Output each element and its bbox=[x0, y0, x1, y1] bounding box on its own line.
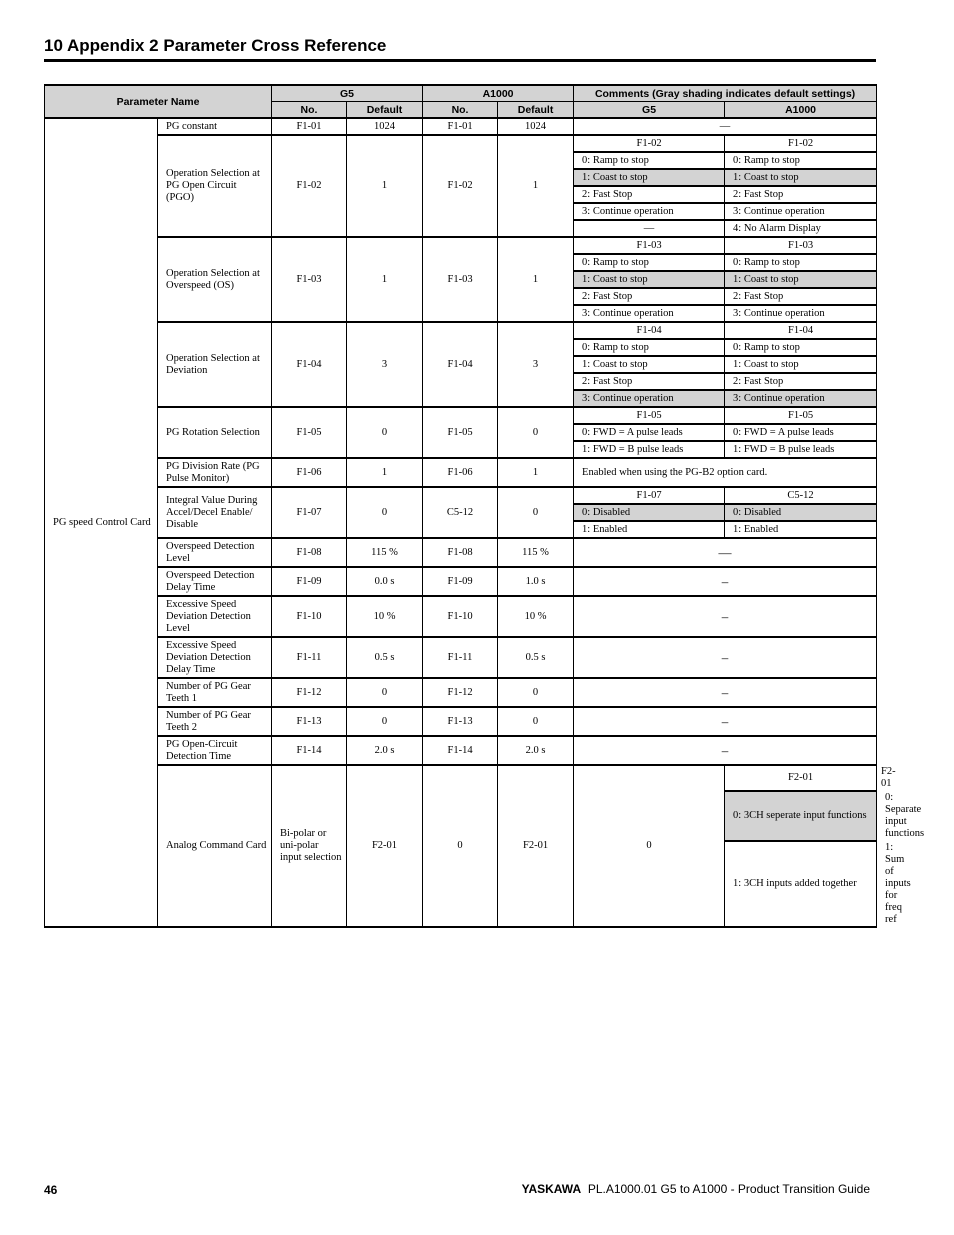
comment: — bbox=[574, 118, 877, 135]
parameter-name: Overspeed Detection Level bbox=[158, 538, 272, 567]
comment: — bbox=[574, 538, 877, 567]
g5-default: 1 bbox=[347, 135, 423, 237]
parameter-name: Excessive Speed Deviation Detection Level bbox=[158, 596, 272, 637]
table-row: 0: 3CH seperate input functions 0: Separate input functions bbox=[45, 791, 877, 841]
g5-default: 0 bbox=[423, 765, 498, 927]
table-row bbox=[45, 567, 877, 596]
option-g5-default: 1: Coast to stop bbox=[574, 169, 725, 186]
comment-a1000-param: F1-03 bbox=[725, 237, 877, 254]
comment-g5-param: F2-01 bbox=[725, 765, 877, 791]
header-comments-g5: G5 bbox=[574, 102, 725, 119]
a1000-default: 0 bbox=[498, 487, 574, 538]
title-rule bbox=[44, 59, 876, 62]
a1000-default: 10 % bbox=[498, 596, 574, 637]
a1000-no: F1-12 bbox=[423, 678, 498, 707]
option-a1000: 0: FWD = A pulse leads bbox=[725, 424, 877, 441]
comment-g5-param: F1-03 bbox=[574, 237, 725, 254]
a1000-no: F1-02 bbox=[423, 135, 498, 237]
comment-a1000-param: F1-05 bbox=[725, 407, 877, 424]
option-a1000: 1: Enabled bbox=[725, 521, 877, 538]
a1000-no: F1-08 bbox=[423, 538, 498, 567]
g5-no: F1-08 bbox=[272, 538, 347, 567]
option-g5: 2: Fast Stop bbox=[574, 373, 725, 390]
header-a1000: A1000 bbox=[423, 85, 574, 102]
option-g5: 3: Continue operation bbox=[574, 203, 725, 220]
doc-title: PL.A1000.01 G5 to A1000 - Product Transition Guide bbox=[587, 1182, 870, 1196]
table-row bbox=[45, 407, 877, 424]
a1000-default: 1.0 s bbox=[498, 567, 574, 596]
g5-default: 1 bbox=[347, 458, 423, 487]
g5-default: 1024 bbox=[347, 118, 423, 135]
g5-no: F1-09 bbox=[272, 567, 347, 596]
option-g5-default: 3: Continue operation bbox=[574, 390, 725, 407]
g5-no: F1-01 bbox=[272, 118, 347, 135]
option-g5: 0: Ramp to stop bbox=[574, 339, 725, 356]
g5-no: F1-11 bbox=[272, 637, 347, 678]
option-a1000-default: 0: Disabled bbox=[725, 504, 877, 521]
option-a1000: 2: Fast Stop bbox=[725, 373, 877, 390]
comment-g5-param: F1-07 bbox=[574, 487, 725, 504]
option-a1000: 4: No Alarm Display bbox=[725, 220, 877, 237]
a1000-default: 0.5 s bbox=[498, 637, 574, 678]
parameter-name: PG Rotation Selection bbox=[158, 407, 272, 458]
header-comments: Comments (Gray shading indicates default settings) bbox=[574, 85, 877, 102]
a1000-no: F1-01 bbox=[423, 118, 498, 135]
table-row: 1: 3CH inputs added together 1: Sum of inputs for freq ref bbox=[45, 841, 877, 927]
header-comments-a1000: A1000 bbox=[725, 102, 877, 119]
header-g5-default: Default bbox=[347, 102, 423, 119]
option-a1000: 1: FWD = B pulse leads bbox=[725, 441, 877, 458]
section-title: 10 Appendix 2 Parameter Cross Reference bbox=[44, 36, 387, 55]
option-g5: 1: 3CH inputs added together bbox=[725, 841, 877, 927]
a1000-default: 1 bbox=[498, 237, 574, 322]
option-a1000: 0: Ramp to stop bbox=[725, 339, 877, 356]
parameter-name: Integral Value During Accel/Decel Enable/ Disable bbox=[158, 487, 272, 538]
a1000-default: 0 bbox=[498, 707, 574, 736]
header-parameter-name: Parameter Name bbox=[45, 85, 272, 118]
table-row bbox=[45, 538, 877, 567]
header-row-1 bbox=[45, 85, 877, 102]
option-g5-default: 0: Disabled bbox=[574, 504, 725, 521]
a1000-no: F1-10 bbox=[423, 596, 498, 637]
g5-no: F1-02 bbox=[272, 135, 347, 237]
header-g5-no: No. bbox=[272, 102, 347, 119]
parameter-name: Bi-polar or uni-polar input selection bbox=[272, 765, 347, 927]
g5-default: 0 bbox=[347, 407, 423, 458]
comment: – bbox=[574, 637, 877, 678]
parameter-name: Number of PG Gear Teeth 2 bbox=[158, 707, 272, 736]
option-a1000: 3: Continue operation bbox=[725, 203, 877, 220]
table-row bbox=[45, 237, 877, 254]
header-g5: G5 bbox=[272, 85, 423, 102]
option-a1000: 0: Ramp to stop bbox=[725, 254, 877, 271]
comment: – bbox=[574, 596, 877, 637]
option-a1000: 2: Fast Stop bbox=[725, 288, 877, 305]
parameter-cross-reference-table bbox=[44, 84, 925, 928]
a1000-default: 0 bbox=[498, 678, 574, 707]
comment-a1000-param: C5-12 bbox=[725, 487, 877, 504]
option-a1000: 2: Fast Stop bbox=[725, 186, 877, 203]
option-g5: 2: Fast Stop bbox=[574, 186, 725, 203]
option-g5-default: 0: 3CH seperate input functions bbox=[725, 791, 877, 841]
option-g5: 1: Enabled bbox=[574, 521, 725, 538]
a1000-no: F1-03 bbox=[423, 237, 498, 322]
table-row bbox=[45, 458, 877, 487]
footer-doc-title bbox=[522, 1182, 870, 1196]
option-a1000: 3: Continue operation bbox=[725, 305, 877, 322]
a1000-no: F1-06 bbox=[423, 458, 498, 487]
header-a1000-no: No. bbox=[423, 102, 498, 119]
parameter-name: Operation Selection at Deviation bbox=[158, 322, 272, 407]
option-g5: 1: Coast to stop bbox=[574, 356, 725, 373]
option-a1000: 1: Coast to stop bbox=[725, 356, 877, 373]
a1000-default: 1024 bbox=[498, 118, 574, 135]
comment-a1000-param: F1-02 bbox=[725, 135, 877, 152]
g5-no: F2-01 bbox=[347, 765, 423, 927]
table-row bbox=[45, 637, 877, 678]
option-g5: — bbox=[574, 220, 725, 237]
parameter-name: Operation Selection at Overspeed (OS) bbox=[158, 237, 272, 322]
parameter-name: PG Open-Circuit Detection Time bbox=[158, 736, 272, 765]
g5-default: 0 bbox=[347, 487, 423, 538]
a1000-default: 2.0 s bbox=[498, 736, 574, 765]
parameter-name: Number of PG Gear Teeth 1 bbox=[158, 678, 272, 707]
option-a1000-default: 1: Coast to stop bbox=[725, 169, 877, 186]
option-a1000: 0: Ramp to stop bbox=[725, 152, 877, 169]
a1000-no: F1-11 bbox=[423, 637, 498, 678]
a1000-no: F1-05 bbox=[423, 407, 498, 458]
comment: Enabled when using the PG-B2 option card. bbox=[574, 458, 877, 487]
a1000-default: 3 bbox=[498, 322, 574, 407]
g5-default: 2.0 s bbox=[347, 736, 423, 765]
g5-no: F1-12 bbox=[272, 678, 347, 707]
group-label: Analog Command Card bbox=[158, 765, 272, 927]
table-row bbox=[45, 736, 877, 765]
g5-no: F1-14 bbox=[272, 736, 347, 765]
comment-g5-param: F1-02 bbox=[574, 135, 725, 152]
a1000-no: C5-12 bbox=[423, 487, 498, 538]
a1000-no: F2-01 bbox=[498, 765, 574, 927]
option-g5: 0: Ramp to stop bbox=[574, 152, 725, 169]
table-row: Analog Command Card Bi-polar or uni-polar input selection F2-01 0 F2-01 0 F2-01 F2-01 bbox=[45, 765, 877, 791]
table-row bbox=[45, 322, 877, 339]
option-g5: 0: Ramp to stop bbox=[574, 254, 725, 271]
page-number: 46 bbox=[44, 1183, 58, 1197]
g5-default: 115 % bbox=[347, 538, 423, 567]
a1000-no: F1-13 bbox=[423, 707, 498, 736]
option-g5: 0: FWD = A pulse leads bbox=[574, 424, 725, 441]
option-g5: 3: Continue operation bbox=[574, 305, 725, 322]
g5-no: F1-13 bbox=[272, 707, 347, 736]
comment: – bbox=[574, 707, 877, 736]
a1000-default: 0 bbox=[498, 407, 574, 458]
g5-default: 1 bbox=[347, 237, 423, 322]
parameter-name: Operation Selection at PG Open Circuit (PGO) bbox=[158, 135, 272, 237]
comment-g5-param: F1-04 bbox=[574, 322, 725, 339]
parameter-name: Excessive Speed Deviation Detection Delay Time bbox=[158, 637, 272, 678]
g5-no: F1-07 bbox=[272, 487, 347, 538]
a1000-default: 1 bbox=[498, 458, 574, 487]
brand-name: YASKAWA bbox=[521, 1182, 582, 1196]
a1000-default: 0 bbox=[574, 765, 725, 927]
parameter-name: Overspeed Detection Delay Time bbox=[158, 567, 272, 596]
table-row bbox=[45, 135, 877, 152]
g5-default: 0.0 s bbox=[347, 567, 423, 596]
a1000-no: F1-04 bbox=[423, 322, 498, 407]
table-row bbox=[45, 678, 877, 707]
a1000-no: F1-09 bbox=[423, 567, 498, 596]
g5-no: F1-04 bbox=[272, 322, 347, 407]
parameter-name: PG Division Rate (PG Pulse Monitor) bbox=[158, 458, 272, 487]
group-label: PG speed Control Card bbox=[45, 118, 158, 927]
g5-default: 3 bbox=[347, 322, 423, 407]
option-a1000-default: 1: Coast to stop bbox=[725, 271, 877, 288]
a1000-default: 1 bbox=[498, 135, 574, 237]
g5-no: F1-05 bbox=[272, 407, 347, 458]
g5-no: F1-06 bbox=[272, 458, 347, 487]
g5-no: F1-03 bbox=[272, 237, 347, 322]
header-a1000-default: Default bbox=[498, 102, 574, 119]
comment: – bbox=[574, 678, 877, 707]
table-row bbox=[45, 118, 877, 135]
parameter-name: PG constant bbox=[158, 118, 272, 135]
comment-g5-param: F1-05 bbox=[574, 407, 725, 424]
option-g5: 2: Fast Stop bbox=[574, 288, 725, 305]
option-g5: 1: FWD = B pulse leads bbox=[574, 441, 725, 458]
option-a1000-default: 3: Continue operation bbox=[725, 390, 877, 407]
table-row bbox=[45, 596, 877, 637]
g5-default: 0 bbox=[347, 678, 423, 707]
a1000-no: F1-14 bbox=[423, 736, 498, 765]
option-g5-default: 1: Coast to stop bbox=[574, 271, 725, 288]
a1000-default: 115 % bbox=[498, 538, 574, 567]
table-row bbox=[45, 707, 877, 736]
comment-a1000-param: F1-04 bbox=[725, 322, 877, 339]
g5-default: 0.5 s bbox=[347, 637, 423, 678]
g5-default: 0 bbox=[347, 707, 423, 736]
g5-no: F1-10 bbox=[272, 596, 347, 637]
comment: – bbox=[574, 567, 877, 596]
g5-default: 10 % bbox=[347, 596, 423, 637]
table-row bbox=[45, 487, 877, 504]
comment: – bbox=[574, 736, 877, 765]
